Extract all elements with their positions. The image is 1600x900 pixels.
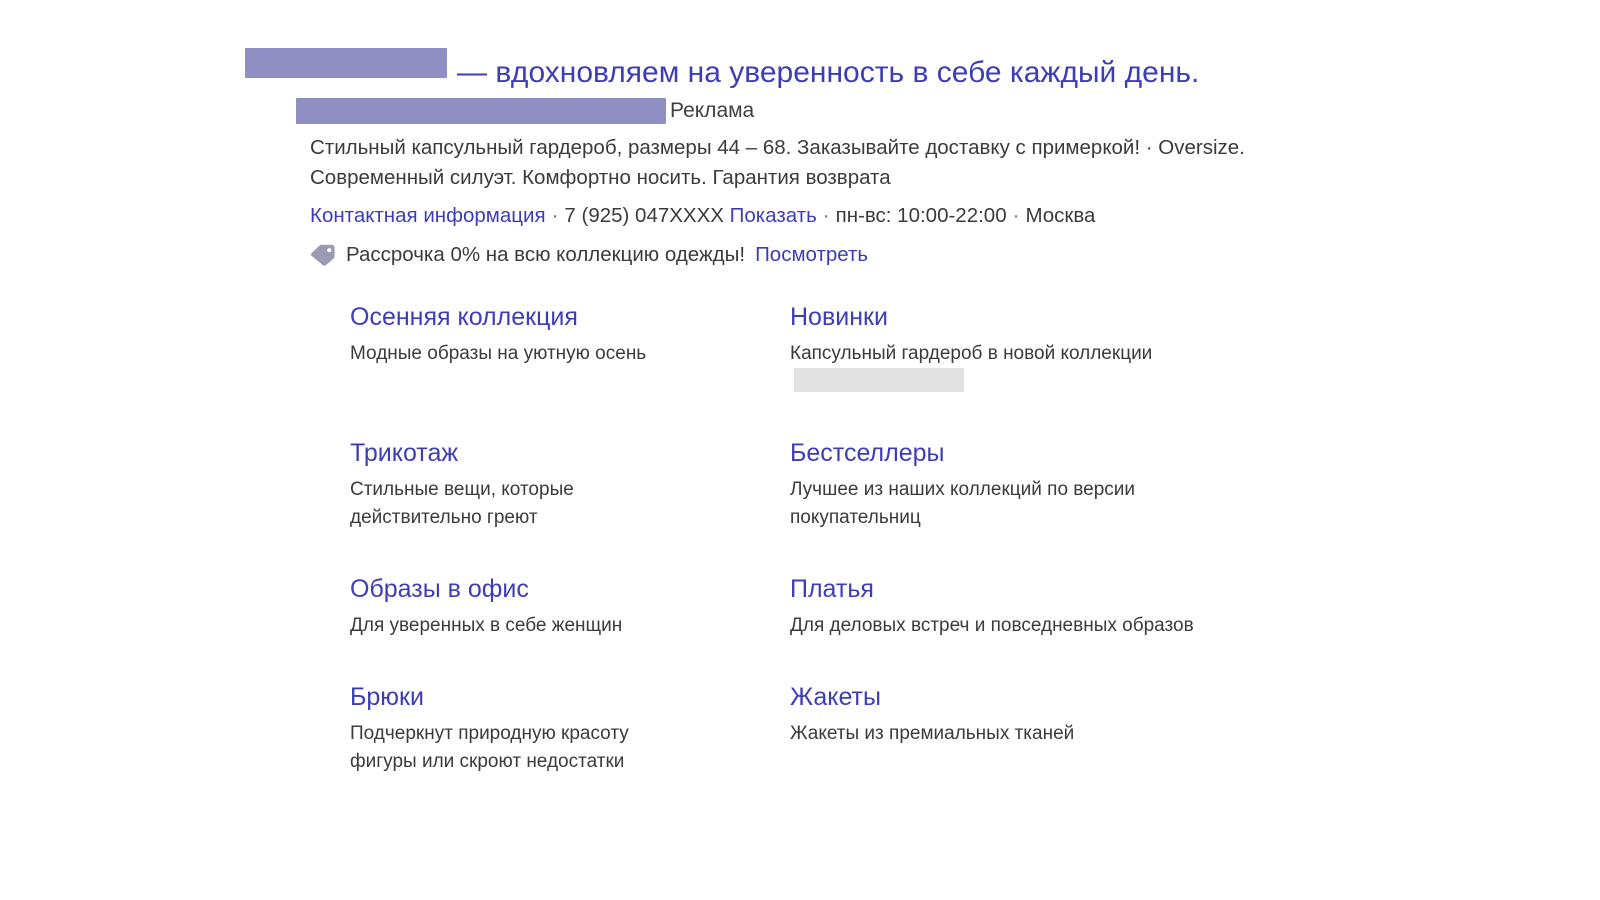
ad-promo-row <box>310 240 1550 270</box>
ad-domain-row <box>296 98 1550 124</box>
redacted-brand-name-title <box>245 48 447 78</box>
sitelink-item-bestsellery <box>790 436 1310 532</box>
sitelink-title[interactable]: Новинки <box>790 303 888 331</box>
ad-result-block <box>310 52 1550 270</box>
sitelink-title[interactable]: Трикотаж <box>350 439 459 467</box>
sitelink-item-platya <box>790 572 1310 640</box>
ad-title-row[interactable] <box>245 52 1550 92</box>
sitelink-title[interactable]: Образы в офис <box>350 575 529 603</box>
sitelink-title[interactable]: Платья <box>790 575 874 603</box>
sitelink-item-trikotazh <box>350 436 780 532</box>
sitelink-description: Для деловых встреч и повседневных образов <box>790 615 1194 636</box>
ad-description: Стильный капсульный гардероб, размеры 44 – 68. Заказывайте доставку с примеркой! · Oversize. Современный силуэт. Комфортно носить. Гарантия возврата <box>310 136 1245 189</box>
sitelink-item-novinki <box>790 300 1310 396</box>
separator-dot: · <box>551 204 559 227</box>
sitelink-title[interactable]: Бестселлеры <box>790 439 945 467</box>
contact-information-link[interactable]: Контактная информация <box>310 204 546 227</box>
sitelink-description: Для уверенных в себе женщин <box>350 615 623 636</box>
sitelink-item-osennyaya-kollekciya <box>350 300 780 396</box>
separator-dot-2: · <box>822 204 830 227</box>
city-label: Москва <box>1025 204 1096 227</box>
sitelink-description: Лучшее из наших коллекций по версии покупательниц <box>790 479 1136 528</box>
promo-text: Рассрочка 0% на всю коллекцию одежды! <box>346 243 746 266</box>
ad-contacts-row <box>310 201 1550 231</box>
sitelink-title[interactable]: Брюки <box>350 683 424 711</box>
ad-label: Реклама <box>670 99 755 122</box>
sitelink-item-zhakety <box>790 680 1310 776</box>
sitelink-description <box>790 340 1210 396</box>
sitelink-description-text: Капсульный гардероб в новой коллекции <box>790 343 1153 364</box>
redacted-domain <box>296 98 666 124</box>
working-hours: пн-вс: 10:00-22:00 <box>835 204 1007 227</box>
sitelink-title[interactable]: Жакеты <box>790 683 881 711</box>
sitelink-item-obrazy-v-ofis <box>350 572 780 640</box>
tag-icon <box>310 244 336 266</box>
separator-dot-3: · <box>1012 204 1020 227</box>
show-phone-link[interactable]: Показать <box>729 204 817 227</box>
sitelink-description: Подчеркнут природную красоту фигуры или скроют недостатки <box>350 723 629 772</box>
sitelinks-grid <box>350 300 1510 816</box>
promo-view-link[interactable]: Посмотреть <box>755 243 869 266</box>
sitelink-description: Жакеты из премиальных тканей <box>790 723 1075 744</box>
redacted-brand-name-inline <box>794 368 964 392</box>
sitelink-description: Модные образы на уютную осень <box>350 343 647 364</box>
sitelink-title[interactable]: Осенняя коллекция <box>350 303 578 331</box>
sitelink-description: Стильные вещи, которые действительно греют <box>350 479 574 528</box>
sitelink-item-bryuki <box>350 680 780 776</box>
ad-title-text[interactable]: — вдохновляем на уверенность в себе каждый день. <box>457 56 1200 89</box>
phone-number: 7 (925) 047ХХХХ <box>564 204 724 227</box>
